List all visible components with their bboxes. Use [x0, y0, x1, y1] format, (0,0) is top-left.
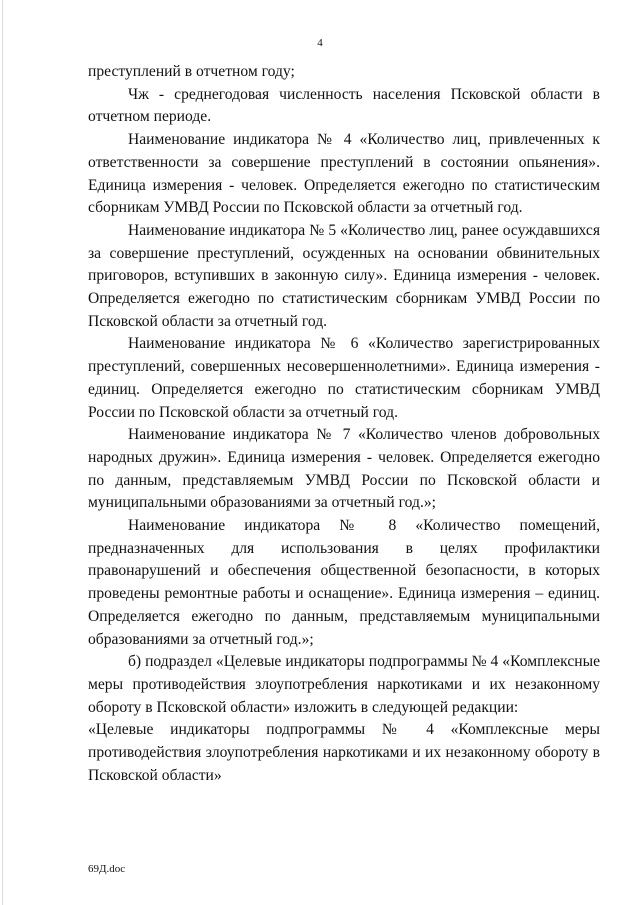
page-number: 4 — [317, 37, 323, 49]
paragraph-indicator-8: Наименование индикатора № 8 «Количество помещений, предназначенных для использования в целях профилактики правонарушений и обеспечения общественной безопасности, в которых проведены ремонтные работы и оснащение». Единица измерения – единиц. Определяется ежегодно по данным, представляемым муниципальными образованиями за отчетный год.»; — [88, 517, 600, 648]
scan-edge-line — [2, 0, 3, 905]
paragraph-indicator-6: Наименование индикатора № 6 «Количество зарегистрированных преступлений, совершенных несовершеннолетними». Единица измерения - единиц. Определяется ежегодно по статистическим сборникам УМВД России по Псковской области за отчетный год. — [88, 335, 600, 421]
paragraph-indicator-4: Наименование индикатора № 4 «Количество лиц, привлеченных к ответственности за совершение преступлений в состоянии опьянения». Единица измерения - человек. Определяется ежегодно по статистическим сборникам УМВД России по Псковской области за отчетный год. — [88, 131, 600, 217]
paragraph-indicator-7: Наименование индикатора № 7 «Количество членов добровольных народных дружин». Единица измерения - человек. Определяется ежегодно по данным, представляемым УМВД России по Псковской области и муниципальными образованиями за отчетный год.»; — [88, 426, 600, 512]
paragraph-subsection-b: б) подраздел «Целевые индикаторы подпрограммы № 4 «Комплексные меры противодействия злоупотребления наркотиками и их незаконному обороту в Псковской области» изложить в следующей редакции: — [88, 653, 600, 716]
paragraph-population-definition: Чж - среднегодовая численность населения Псковской области в отчетном периоде. — [88, 85, 600, 126]
document-body — [88, 61, 600, 788]
section-heading: «Целевые индикаторы подпрограммы № 4 «Комплексные меры противодействия злоупотребления наркотиками и их незаконному обороту в Псковской области» — [88, 721, 600, 784]
paragraph-continuation: преступлений в отчетном году; — [88, 63, 295, 80]
paragraph-indicator-5: Наименование индикатора № 5 «Количество лиц, ранее осуждавшихся за совершение преступлений, осужденных на основании обвинительных приговоров, вступивших в законную силу». Единица измерения - человек. Определяется ежегодно по статистическим сборникам УМВД России по Псковской области за отчетный год. — [88, 221, 600, 330]
footer-filename: 69Д.doc — [88, 863, 126, 875]
